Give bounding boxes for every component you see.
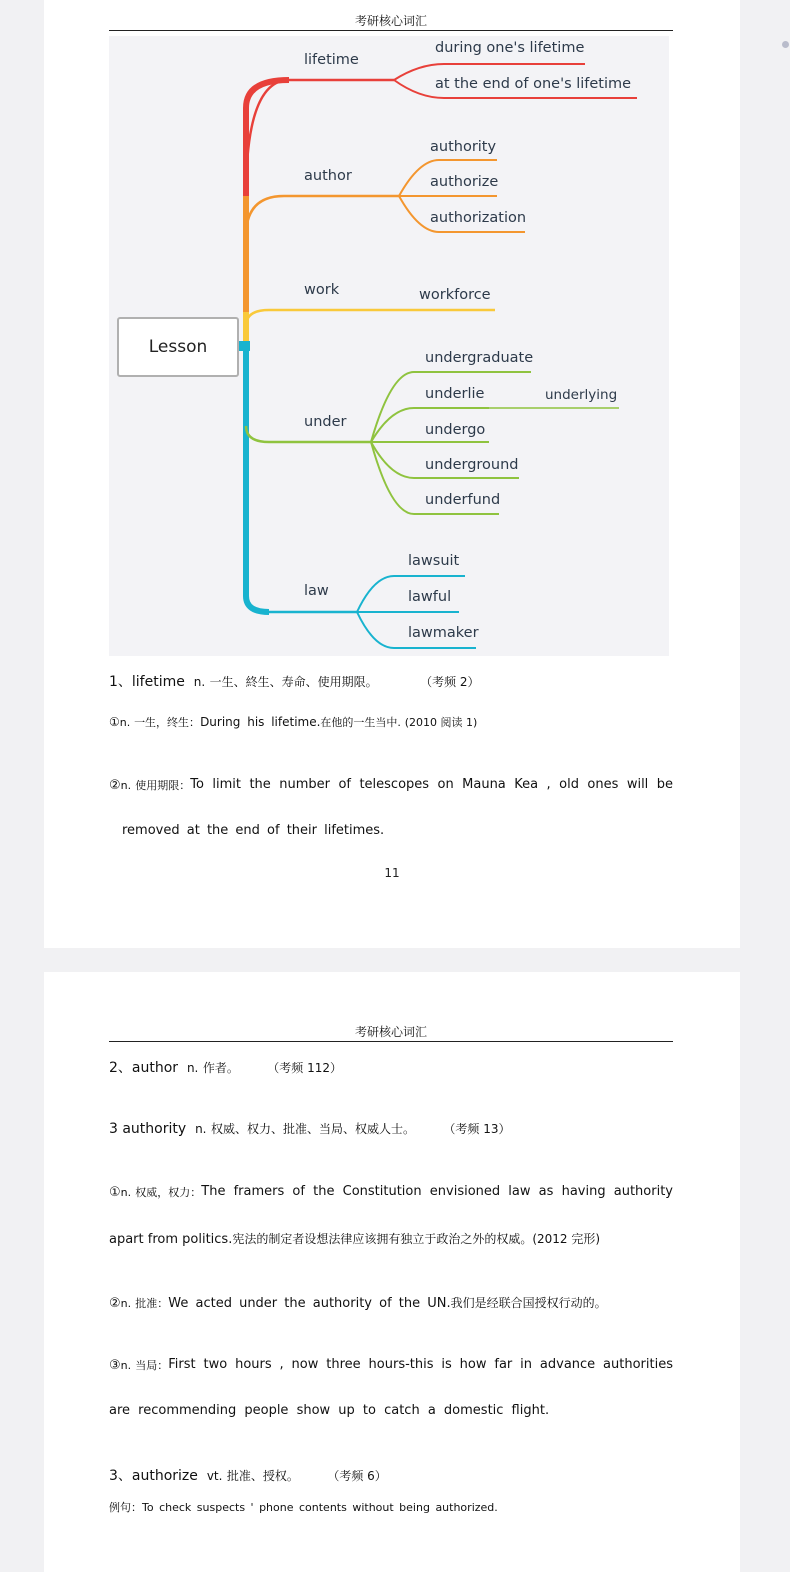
entry-author: 2、author n. 作者。 （考频 112）: [109, 1060, 343, 1076]
entry-authority: 3 authority n. 权威、权力、批准、当局、权威人士。 （考频 13）: [109, 1121, 511, 1137]
node-authority: authority: [430, 139, 497, 155]
node-lawsuit: lawsuit: [408, 553, 460, 569]
node-workforce: workforce: [419, 287, 491, 303]
node-during-lifetime: during one's lifetime: [435, 40, 585, 56]
node-lawmaker: lawmaker: [408, 625, 479, 641]
sense-authority-2: ②n. 批准：We acted under the authority of the UN.我们是经联合国授权行动的。: [109, 1296, 607, 1311]
node-undergraduate: undergraduate: [425, 350, 534, 366]
sense-lifetime-2: [109, 777, 673, 793]
document-page-1: [44, 0, 740, 948]
sense-lifetime-2-line1: ②n. 使用期限： To limit the number of telescopes on Mauna Kea , old ones will be: [109, 777, 673, 793]
branch-work: work: [304, 282, 340, 298]
branch-author: author: [304, 168, 352, 184]
scroll-indicator[interactable]: [782, 41, 789, 48]
node-end-lifetime: at the end of one's lifetime: [435, 76, 632, 92]
mind-map-root: Lesson: [117, 317, 239, 377]
entry-authorize: 3、authorize vt. 批准、授权。 （考频 6）: [109, 1468, 387, 1484]
branch-law: law: [304, 583, 329, 599]
entry-lifetime: 1、lifetime n. 一生、終生、寿命、使用期限。 （考频 2）: [109, 674, 480, 690]
mind-map: [109, 36, 669, 656]
sense-lifetime-2-line2: removed at the end of their lifetimes.: [122, 823, 385, 838]
node-undergo: undergo: [425, 422, 486, 438]
node-underlying: underlying: [545, 387, 618, 403]
branch-lifetime: lifetime: [304, 52, 359, 68]
branch-under: under: [304, 414, 347, 430]
node-underlie: underlie: [425, 386, 485, 402]
sense-authority-3: ③n. 当局： First two hours , now three hours-this is how far in advance authorities: [109, 1357, 673, 1373]
sense-authority-1-line2: apart from politics.宪法的制定者设想法律应该拥有独立于政治之外的权威。(2012 完形): [109, 1232, 601, 1247]
node-authorize: authorize: [430, 174, 499, 190]
page-header: 考研核心词汇: [109, 1023, 673, 1042]
sense-authority-1: ①n. 权威，权力： The framers of the Constitution envisioned law as having authority: [109, 1184, 673, 1200]
node-underground: underground: [425, 457, 519, 473]
node-authorization: authorization: [430, 210, 527, 226]
page-header: 考研核心词汇: [109, 12, 673, 31]
node-lawful: lawful: [408, 589, 452, 605]
node-underfund: underfund: [425, 492, 501, 508]
document-page-2: [44, 972, 740, 1572]
example-authorize: 例句：To check suspects ' phone contents without being authorized.: [109, 1501, 498, 1514]
page-number: 11: [384, 866, 400, 880]
sense-lifetime-1: ①n. 一生，终生：During his lifetime.在他的一生当中. (2010 阅读 1): [109, 715, 478, 729]
sense-authority-3-line2: are recommending people show up to catch a domestic flight.: [109, 1403, 550, 1418]
